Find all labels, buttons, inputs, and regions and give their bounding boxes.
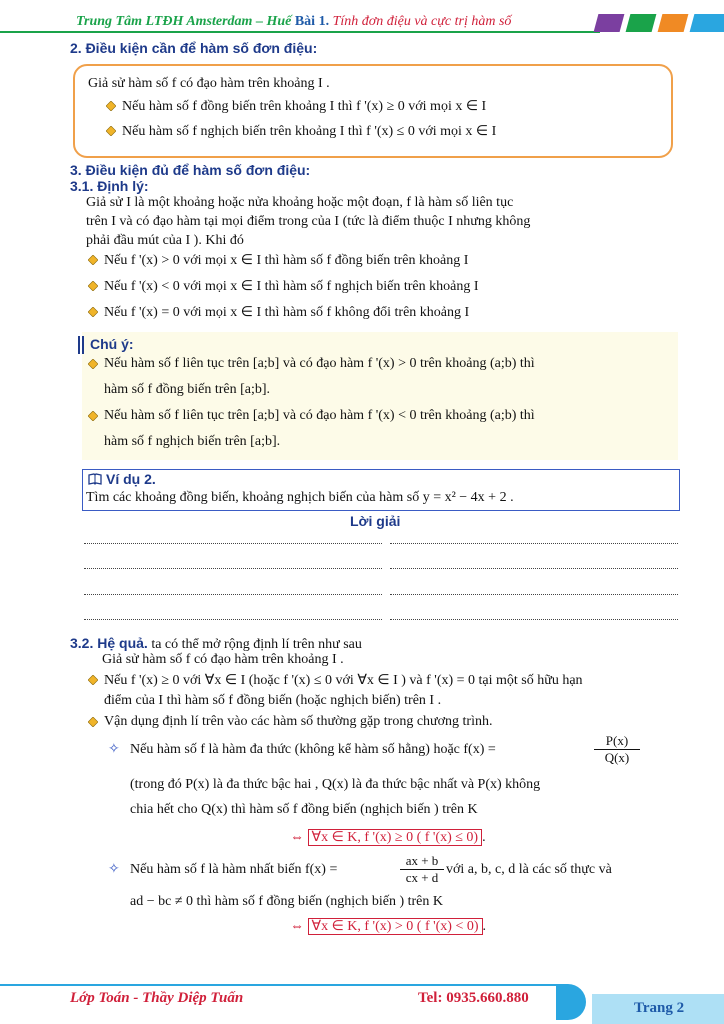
- diamond-bullet-icon: [88, 255, 98, 265]
- case-1-equivalence: ⇔ ∀x ∈ K, f '(x) ≥ 0 ( f '(x) ≤ 0) .: [290, 830, 486, 845]
- header-center: Trung Tâm LTĐH Amsterdam – Huế: [76, 14, 292, 29]
- footer-page-badge: [592, 994, 724, 1024]
- answer-line: [390, 594, 678, 595]
- section-3-2-title-rest: ta có thể mở rộng định lí trên như sau: [147, 637, 362, 652]
- note-2-line-1: Nếu hàm số f liên tục trên [a;b] và có đạo hàm f '(x) < 0 trên khoảng (a;b) thì: [104, 408, 535, 423]
- header-rule: [0, 31, 600, 33]
- case-2-line-2: ad − bc ≠ 0 thì hàm số f đồng biến (nghịch biến ) trên K: [130, 894, 444, 909]
- diamond-bullet-icon: [106, 101, 116, 111]
- answer-line: [84, 543, 382, 544]
- corollary-line-4: Vận dụng định lí trên vào các hàm số thường gặp trong chương trình.: [104, 714, 493, 729]
- header-lesson-number: Bài 1.: [294, 14, 330, 29]
- theorem-bullet-3: Nếu f '(x) = 0 với mọi x ∈ I thì hàm số f không đổi trên khoảng I: [104, 305, 470, 320]
- header-tab: [626, 14, 657, 32]
- theorem-line-1: Giả sử I là một khoảng hoặc nửa khoảng hoặc một đoạn, f là hàm số liên tục: [86, 195, 514, 210]
- section-2-intro: Giả sử hàm số f có đạo hàm trên khoảng I .: [88, 76, 330, 91]
- note-1-line-2: hàm số f đồng biến trên [a;b].: [104, 382, 271, 397]
- section-2-bullet-2: Nếu hàm số f nghịch biến trên khoảng I thì f '(x) ≤ 0 với mọi x ∈ I: [122, 124, 497, 139]
- book-icon: [88, 473, 102, 485]
- case-1-line-1: Nếu hàm số f là hàm đa thức (không kể hàm số hằng) hoặc f(x) =: [130, 742, 496, 757]
- answer-line: [84, 594, 382, 595]
- example-title: Ví dụ 2.: [106, 471, 156, 487]
- section-2-title: 2. Điều kiện cần để hàm số đơn điệu:: [70, 40, 318, 56]
- header-tab: [690, 14, 724, 32]
- fraction-numerator: P(x): [605, 733, 629, 748]
- header-tab: [594, 14, 625, 32]
- section-2-bullet-1: Nếu hàm số f đồng biến trên khoảng I thì f '(x) ≥ 0 với mọi x ∈ I: [122, 99, 487, 114]
- theorem-bullet-1: Nếu f '(x) > 0 với mọi x ∈ I thì hàm số f đồng biến trên khoảng I: [104, 253, 469, 268]
- theorem-line-2: trên I và có đạo hàm tại mọi điểm trong của I (tức là điểm thuộc I nhưng không: [86, 214, 531, 229]
- section-3-1-title: 3.1. Định lý:: [70, 178, 149, 194]
- solution-title: Lời giải: [350, 513, 401, 529]
- footer-rule: [0, 984, 560, 986]
- corollary-line-2: Nếu f '(x) ≥ 0 với ∀x ∈ I (hoặc f '(x) ≤ 0 với ∀x ∈ I ) và f '(x) = 0 tại một số hữu hạn: [104, 673, 583, 688]
- footer-phone: Tel: 0935.660.880: [418, 990, 529, 1006]
- note-title: Chú ý:: [90, 336, 134, 352]
- equivalence-arrow: ⇔: [290, 919, 304, 934]
- note-marker: [82, 336, 84, 354]
- diamond-bullet-icon: [88, 281, 98, 291]
- case-1-line-2: (trong đó P(x) là đa thức bậc hai , Q(x) là đa thức bậc nhất và P(x) không: [130, 777, 541, 792]
- fraction-denominator: Q(x): [594, 749, 640, 766]
- header-title: [76, 14, 511, 30]
- sparkle-bullet-icon: ✧: [108, 742, 120, 757]
- section-3-2-heading: [70, 635, 362, 653]
- case-2-line-1-rest: với a, b, c, d là các số thực và: [446, 862, 612, 877]
- diamond-bullet-icon: [88, 411, 98, 421]
- note-2-line-2: hàm số f nghịch biến trên [a;b].: [104, 434, 281, 449]
- section-3-title: 3. Điều kiện đủ để hàm số đơn điệu:: [70, 162, 311, 178]
- fraction-linear: [400, 853, 444, 886]
- answer-line: [84, 568, 382, 569]
- diamond-bullet-icon: [88, 675, 98, 685]
- answer-line: [84, 619, 382, 620]
- note-marker: [78, 336, 80, 354]
- header-tab: [658, 14, 689, 32]
- answer-line: [390, 619, 678, 620]
- note-1-line-1: Nếu hàm số f liên tục trên [a;b] và có đạo hàm f '(x) > 0 trên khoảng (a;b) thì: [104, 356, 535, 371]
- example-text: Tìm các khoảng đồng biến, khoảng nghịch biến của hàm số y = x² − 4x + 2 .: [86, 490, 514, 505]
- diamond-bullet-icon: [88, 307, 98, 317]
- diamond-bullet-icon: [88, 717, 98, 727]
- answer-line: [390, 543, 678, 544]
- fraction-numerator: ax + b: [405, 853, 439, 868]
- footer-wedge: [556, 984, 586, 1020]
- case-2-line-1: Nếu hàm số f là hàm nhất biến f(x) =: [130, 862, 338, 877]
- case-1-condition-box: ∀x ∈ K, f '(x) ≥ 0 ( f '(x) ≤ 0): [308, 829, 483, 846]
- case-2-condition-box: ∀x ∈ K, f '(x) > 0 ( f '(x) < 0): [308, 918, 483, 935]
- theorem-line-3: phải đầu mút của I ). Khi đó: [86, 233, 244, 248]
- case-1-line-3: chia hết cho Q(x) thì hàm số f đồng biến (nghịch biến ) trên K: [130, 802, 478, 817]
- fraction-denominator: cx + d: [400, 869, 444, 886]
- header-lesson-title: Tính đơn điệu và cực trị hàm số: [332, 14, 512, 29]
- page-number: Trang 2: [634, 1000, 685, 1016]
- page-header: [0, 0, 724, 40]
- footer-class-name: Lớp Toán - Thầy Diệp Tuấn: [70, 990, 244, 1006]
- corollary-line-3: điểm của I thì hàm số f đồng biến (hoặc nghịch biến) trên I .: [104, 693, 442, 708]
- fraction-p-over-q: [594, 733, 640, 766]
- page-footer: [0, 984, 724, 1024]
- diamond-bullet-icon: [88, 359, 98, 369]
- corollary-line-1: Giả sử hàm số f có đạo hàm trên khoảng I .: [102, 652, 344, 667]
- theorem-bullet-2: Nếu f '(x) < 0 với mọi x ∈ I thì hàm số f nghịch biến trên khoảng I: [104, 279, 479, 294]
- equivalence-arrow: ⇔: [290, 830, 304, 845]
- section-3-2-title: 3.2. Hệ quả.: [70, 635, 148, 651]
- case-2-equivalence: ⇔ ∀x ∈ K, f '(x) > 0 ( f '(x) < 0) .: [290, 919, 487, 934]
- answer-line: [390, 568, 678, 569]
- sparkle-bullet-icon: ✧: [108, 862, 120, 877]
- diamond-bullet-icon: [106, 126, 116, 136]
